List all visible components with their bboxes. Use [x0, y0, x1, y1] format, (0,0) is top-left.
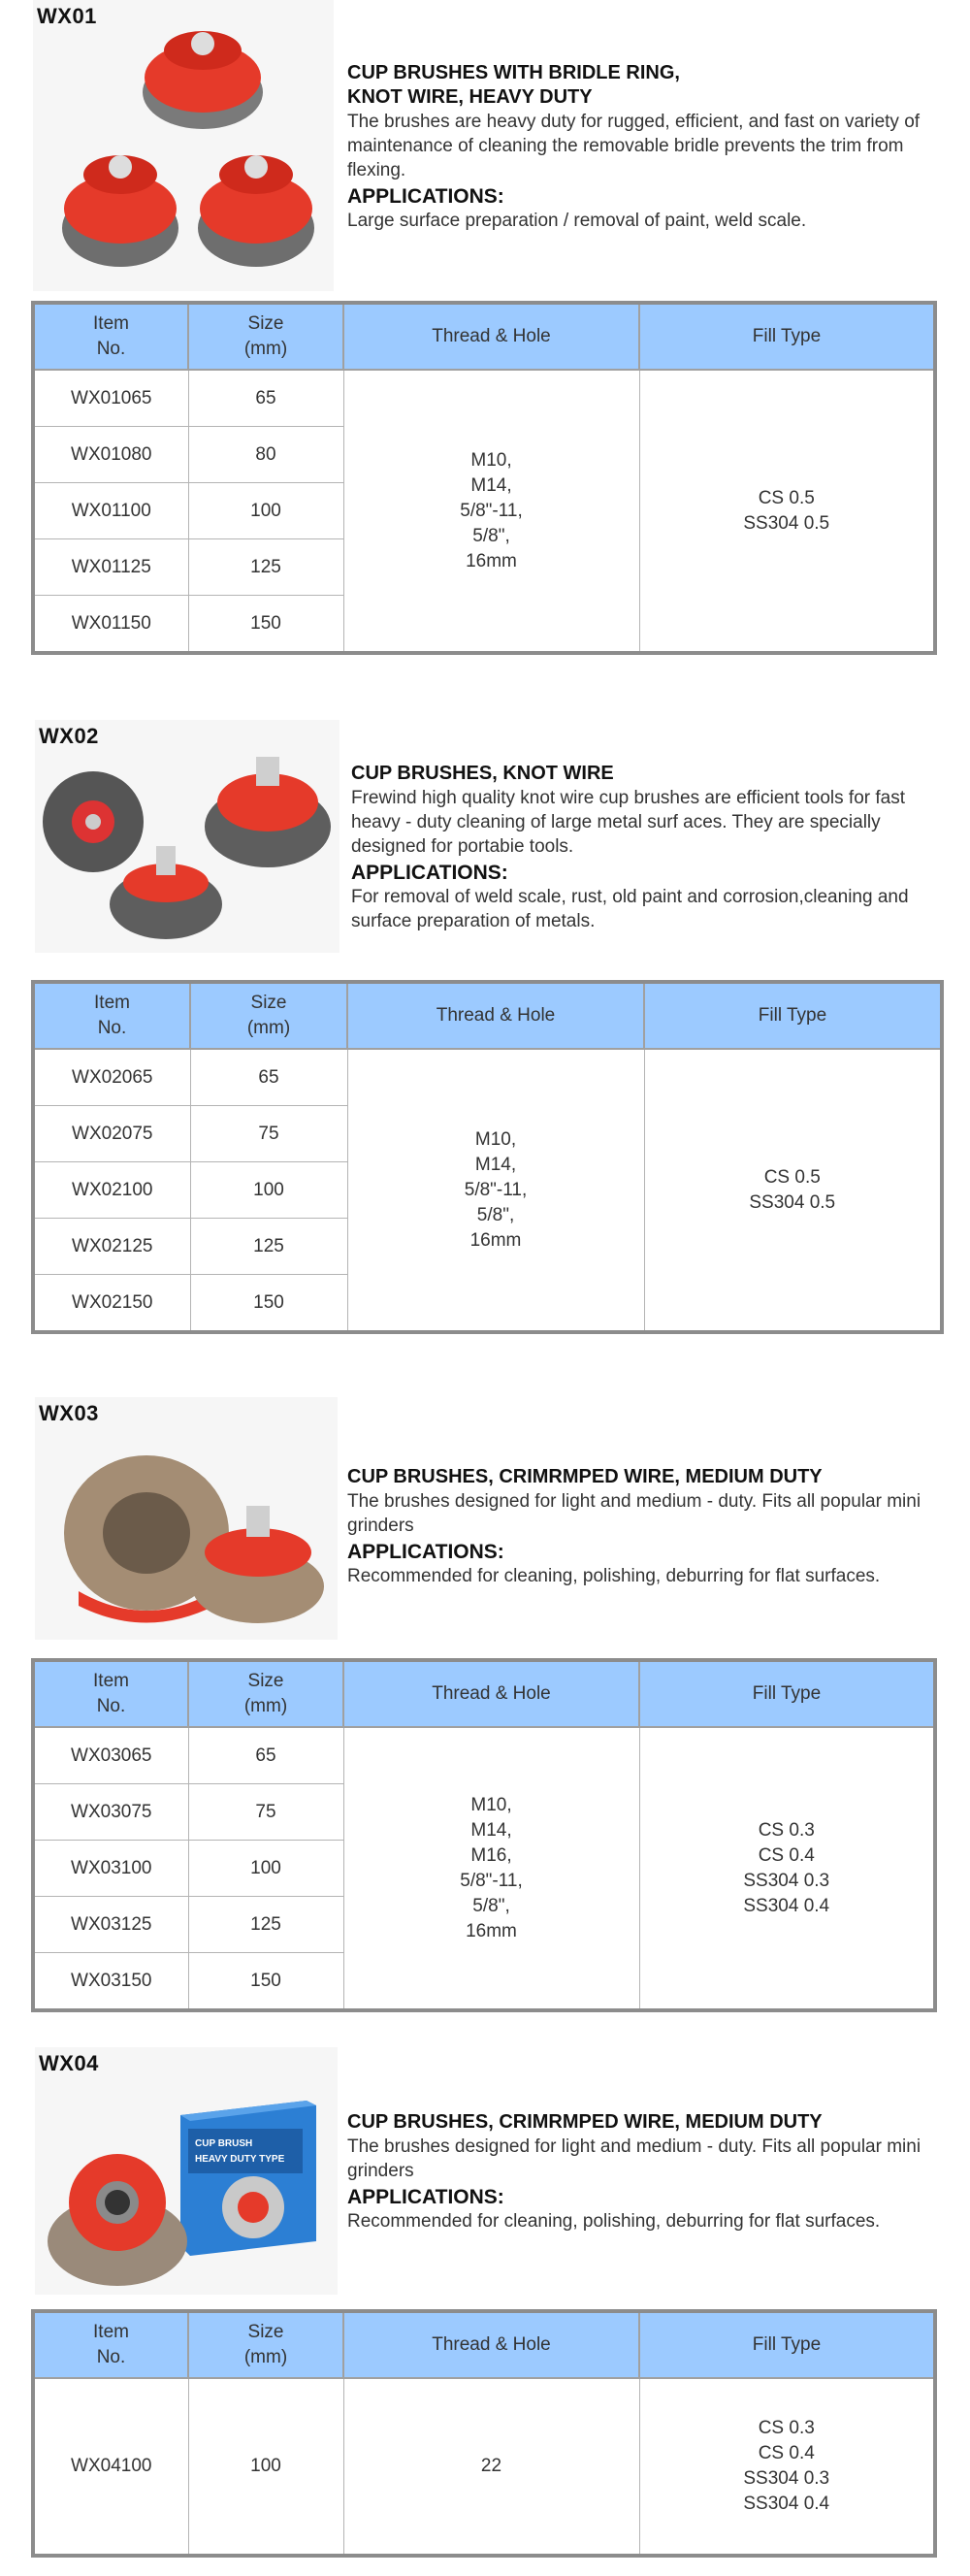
header-thread: Thread & Hole [347, 982, 644, 1049]
header-item: Item No. [33, 1660, 188, 1727]
brush-with-box [48, 2154, 187, 2286]
product-title: CUP BRUSHES, KNOT WIRE [351, 763, 614, 784]
table-row [33, 1049, 942, 1106]
size-cell: 65 [188, 1727, 343, 1784]
spec-table [31, 301, 937, 655]
applications-label: APPLICATIONS: [347, 2186, 504, 2208]
product-code: WX02 [39, 724, 99, 748]
size-cell: 100 [188, 2378, 343, 2556]
applications-text: For removal of weld scale, rust, old paint and corrosion,cleaning and surface preparation of metals. [351, 887, 909, 931]
size-cell: 65 [188, 370, 343, 427]
product-body: The brushes designed for light and medium - duty. Fits all popular mini grinders [347, 1491, 922, 1536]
table-header-row [33, 303, 935, 370]
table-row [33, 2378, 935, 2556]
item-cell: WX02150 [33, 1275, 190, 1333]
size-cell: 65 [190, 1049, 347, 1106]
product-image [33, 0, 334, 291]
size-cell: 75 [190, 1106, 347, 1162]
table-row [33, 1727, 935, 1784]
header-fill: Fill Type [639, 1660, 935, 1727]
item-cell: WX02065 [33, 1049, 190, 1106]
product-title-line2: KNOT WIRE, HEAVY DUTY [347, 86, 593, 108]
product-description [347, 61, 929, 233]
box-label-line1: CUP BRUSH [195, 2138, 253, 2149]
item-cell: WX01125 [33, 539, 188, 596]
item-cell: WX04100 [33, 2378, 188, 2556]
item-cell: WX03100 [33, 1841, 188, 1897]
product-body: The brushes are heavy duty for rugged, efficient, and fast on variety of maintenance of cleaning the removable bridle prevents the trim from flexing. [347, 112, 921, 180]
header-fill: Fill Type [639, 2311, 935, 2378]
cup-brush-illustration [33, 0, 334, 291]
table-header-row [33, 1660, 935, 1727]
applications-text: Large surface preparation / removal of paint, weld scale. [347, 211, 807, 231]
size-cell: 100 [188, 483, 343, 539]
item-cell: WX01150 [33, 596, 188, 654]
header-item: Item No. [33, 2311, 188, 2378]
item-cell: WX03125 [33, 1897, 188, 1953]
cup-brush-illustration [35, 1397, 338, 1640]
table-row [33, 370, 935, 427]
product-body: Frewind high quality knot wire cup brushes are efficient tools for fast heavy - duty cleaning of large metal surf aces. They are specially designed for portabie tools. [351, 788, 905, 857]
item-cell: WX02100 [33, 1162, 190, 1219]
product-box [180, 2101, 316, 2256]
product-description [351, 762, 943, 933]
item-cell: WX03150 [33, 1953, 188, 2011]
size-cell: 125 [190, 1219, 347, 1275]
brush-knot-left [43, 771, 144, 872]
product-code: WX01 [37, 4, 97, 28]
cup-brush-illustration [35, 2047, 338, 2295]
spec-table [31, 1658, 937, 2012]
box-label-line2: HEAVY DUTY TYPE [195, 2154, 285, 2165]
product-code: WX03 [39, 1401, 99, 1425]
product-title: CUP BRUSHES, CRIMRMPED WIRE, MEDIUM DUTY [347, 1466, 823, 1487]
applications-text: Recommended for cleaning, polishing, deburring for flat surfaces. [347, 2211, 881, 2232]
fill-cell: CS 0.3 CS 0.4 SS304 0.3 SS304 0.4 [639, 1727, 935, 2010]
spec-table [31, 980, 944, 1334]
brush-knot-right [205, 757, 331, 867]
header-thread: Thread & Hole [343, 1660, 639, 1727]
brush-right [198, 155, 314, 267]
brush-left [62, 155, 178, 267]
header-thread: Thread & Hole [343, 303, 639, 370]
brush-top [143, 31, 263, 129]
size-cell: 150 [190, 1275, 347, 1333]
size-cell: 150 [188, 596, 343, 654]
header-size: Size (mm) [188, 303, 343, 370]
header-size: Size (mm) [188, 1660, 343, 1727]
item-cell: WX01080 [33, 427, 188, 483]
fill-cell: CS 0.5 SS304 0.5 [639, 370, 935, 653]
brush-knot-center [110, 846, 222, 939]
cup-brush-illustration [35, 720, 340, 953]
header-size: Size (mm) [190, 982, 347, 1049]
product-image [35, 2047, 338, 2295]
size-cell: 125 [188, 1897, 343, 1953]
applications-label: APPLICATIONS: [347, 1541, 504, 1563]
thread-cell: M10, M14, M16, 5/8"-11, 5/8", 16mm [343, 1727, 639, 2010]
product-body: The brushes designed for light and medium - duty. Fits all popular mini grinders [347, 2136, 922, 2181]
thread-cell: M10, M14, 5/8"-11, 5/8", 16mm [343, 370, 639, 653]
item-cell: WX02075 [33, 1106, 190, 1162]
header-fill: Fill Type [644, 982, 942, 1049]
size-cell: 100 [190, 1162, 347, 1219]
spec-table [31, 2309, 937, 2558]
size-cell: 100 [188, 1841, 343, 1897]
item-cell: WX02125 [33, 1219, 190, 1275]
product-title: CUP BRUSHES, CRIMRMPED WIRE, MEDIUM DUTY [347, 2111, 823, 2133]
item-cell: WX03075 [33, 1784, 188, 1841]
applications-label: APPLICATIONS: [351, 862, 508, 884]
size-cell: 80 [188, 427, 343, 483]
table-header-row [33, 2311, 935, 2378]
header-item: Item No. [33, 982, 190, 1049]
header-thread: Thread & Hole [343, 2311, 639, 2378]
size-cell: 125 [188, 539, 343, 596]
fill-cell: CS 0.5 SS304 0.5 [644, 1049, 942, 1332]
product-description [347, 1465, 939, 1588]
product-title: CUP BRUSHES WITH BRIDLE RING, [347, 62, 680, 83]
item-cell: WX01065 [33, 370, 188, 427]
fill-cell: CS 0.3 CS 0.4 SS304 0.3 SS304 0.4 [639, 2378, 935, 2556]
thread-cell: M10, M14, 5/8"-11, 5/8", 16mm [347, 1049, 644, 1332]
thread-cell: 22 [343, 2378, 639, 2556]
item-cell: WX03065 [33, 1727, 188, 1784]
table-header-row [33, 982, 942, 1049]
product-code: WX04 [39, 2051, 99, 2075]
applications-label: APPLICATIONS: [347, 185, 504, 208]
item-cell: WX01100 [33, 483, 188, 539]
size-cell: 75 [188, 1784, 343, 1841]
size-cell: 150 [188, 1953, 343, 2011]
header-item: Item No. [33, 303, 188, 370]
product-image [35, 720, 340, 953]
header-fill: Fill Type [639, 303, 935, 370]
product-description [347, 2110, 939, 2234]
applications-text: Recommended for cleaning, polishing, deburring for flat surfaces. [347, 1566, 881, 1586]
product-image [35, 1397, 338, 1640]
header-size: Size (mm) [188, 2311, 343, 2378]
